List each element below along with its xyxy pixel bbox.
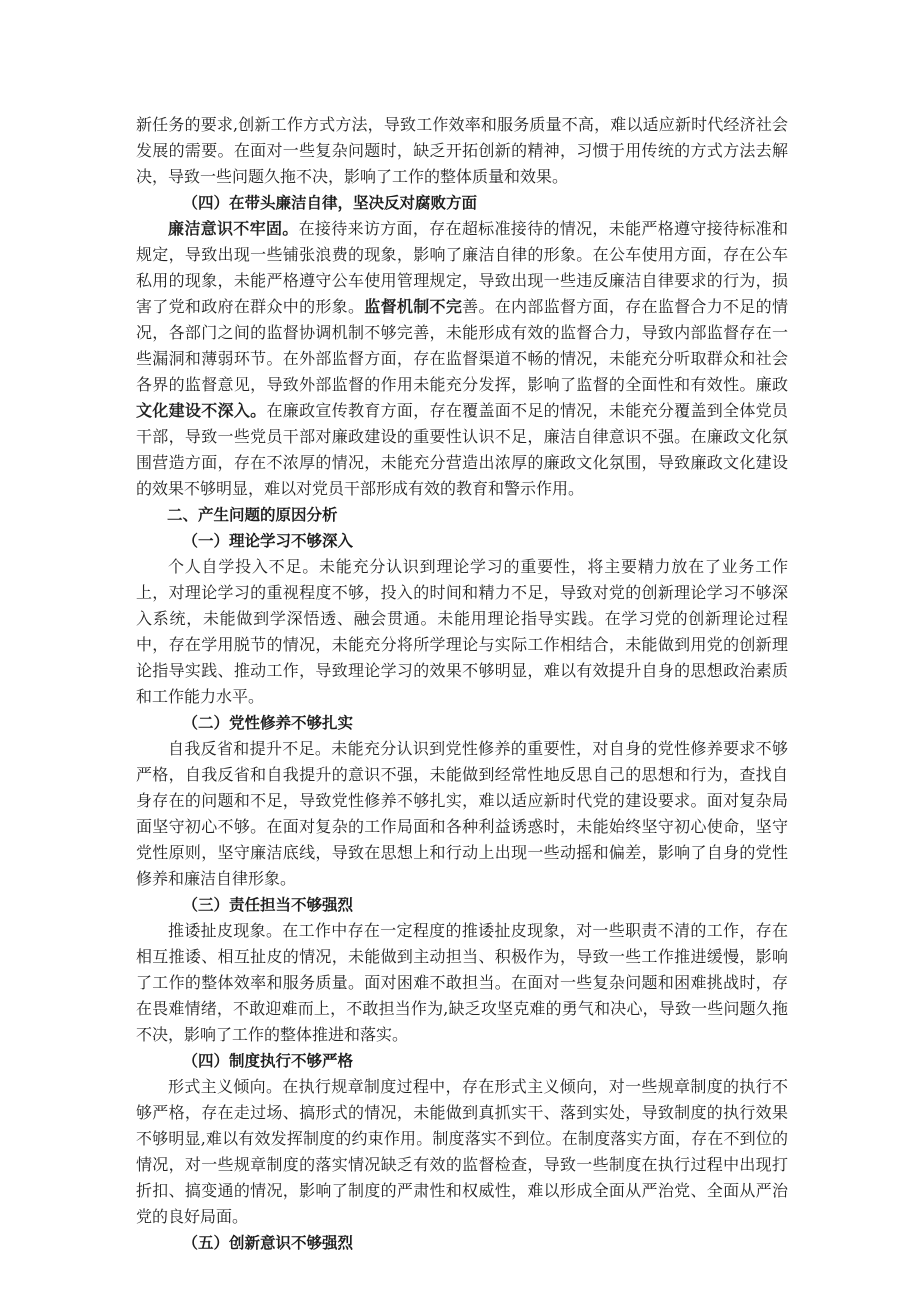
integrity-paragraph bbox=[136, 216, 788, 502]
subsection-heading-party-spirit: （二）党性修养不够扎实 bbox=[182, 714, 354, 732]
subsection-text-responsibility: 推诿扯皮现象。在工作中存在一定程度的推诿扯皮现象，对一些职责不清的工作，存在相互推诿、相互扯皮的情况，未能做到主动担当、积极作为，导致一些工作推进缓慢，影响了工作的整体效率和服务质量。面对困难不敢担当。在面对一些复杂问题和困难挑战时，存在畏难情绪，不敢迎难而上，不敢担当作为,缺乏攻坚克难的勇气和决心，导致一些问题久拖不决，影响了工作的整体推进和落实。 bbox=[136, 921, 788, 1044]
subsection-text-institutions: 形式主义倾向。在执行规章制度过程中，存在形式主义倾向，对一些规章制度的执行不够严格，存在走过场、搞形式的情况，未能做到真抓实干、落到实处，导致制度的执行效果不够明显,难以有效发挥制度的约束作用。制度落实不到位。在制度落实方面，存在不到位的情况，对一些规章制度的落实情况缺乏有效的监督检查，导致一些制度在执行过程中出现打折扣、搞变通的情况，影响了制度的严肃性和权威性，难以形成全面从严治党、全面从严治党的良好局面。 bbox=[136, 1077, 788, 1226]
lead-integrity-culture: 文化建设不深入。 bbox=[136, 401, 267, 420]
part-heading-causes: 二、产生问题的原因分析 bbox=[167, 506, 338, 524]
subsection-heading-theory: （一）理论学习不够深入 bbox=[182, 532, 354, 550]
integrity-culture-text: 在廉政宣传教育方面，存在覆盖面不足的情况，未能充分覆盖到全体党员干部，导致一些党员干部对廉政建设的重要性认识不足，廉洁自律意识不强。在廉政文化氛围营造方面，存在不浓厚的情况，未能充分营造出浓厚的廉政文化氛围，导致廉政文化建设的效果不够明显，难以对党员干部形成有效的教育和警示作用。 bbox=[136, 401, 788, 498]
subsection-heading-innovation: （五）创新意识不够强烈 bbox=[182, 1234, 354, 1252]
subsection-text-theory: 个人自学投入不足。未能充分认识到理论学习的重要性，将主要精力放在了业务工作上，对理论学习的重视程度不够，投入的时间和精力不足，导致对党的创新理论学习不够深入系统，未能做到学深悟透、融会贯通。未能用理论指导实践。在学习党的创新理论过程中，存在学用脱节的情况，未能充分将所学理论与实际工作相结合，未能做到用党的创新理论指导实践、推动工作，导致理论学习的效果不够明显，难以有效提升自身的思想政治素质和工作能力水平。 bbox=[136, 557, 788, 706]
supervision-mechanism-text: 善。在内部监督方面，存在监督合力不足的情况，各部门之间的监督协调机制不够完善，未能形成有效的监督合力，导致内部监督存在一些漏洞和薄弱环节。在外部监督方面，存在监督渠道不畅的情况，未能充分听取群众和社会各界的监督意见，导致外部监督的作用未能充分发挥，影响了监督的全面性和有效性。廉政 bbox=[136, 297, 788, 394]
subsection-heading-institutions: （四）制度执行不够严格 bbox=[182, 1052, 354, 1070]
opening-paragraph: 新任务的要求,创新工作方式方法，导致工作效率和服务质量不高，难以适应新时代经济社会发展的需要。在面对一些复杂问题时，缺乏开拓创新的精神，习惯于用传统的方式方法去解决，导致一些问题久拖不决，影响了工作的整体质量和效果。 bbox=[136, 115, 788, 186]
integrity-awareness-text: 在接待来访方面，存在超标准接待的情况，未能严格遵守接待标准和规定，导致出现一些铺张浪费的现象，影响了廉洁自律的形象。在公车使用方面，存在公车私用的现象，未能严格遵守公车使用管理规定，导致出现一些违反廉洁自律要求的行为，损害了党和政府在群众中的形象。 bbox=[136, 219, 788, 316]
document-page bbox=[136, 112, 788, 1256]
subsection-heading-responsibility: （三）责任担当不够强烈 bbox=[182, 896, 354, 914]
section-heading-integrity: （四）在带头廉洁自律，坚决反对腐败方面 bbox=[182, 194, 478, 212]
lead-supervision-mechanism: 监督机制不完 bbox=[364, 297, 463, 316]
lead-integrity-awareness: 廉洁意识不牢固。 bbox=[168, 219, 299, 238]
subsection-text-party-spirit: 自我反省和提升不足。未能充分认识到党性修养的重要性，对自身的党性修养要求不够严格，自我反省和自我提升的意识不强，未能做到经常性地反思自己的思想和行为，查找自身存在的问题和不足，导致党性修养不够扎实，难以适应新时代党的建设要求。面对复杂局面坚守初心不够。在面对复杂的工作局面和各种利益诱惑时，未能始终坚守初心使命，坚守党性原则，坚守廉洁底线，导致在思想上和行动上出现一些动摇和偏差，影响了自身的党性修养和廉洁自律形象。 bbox=[136, 739, 788, 888]
